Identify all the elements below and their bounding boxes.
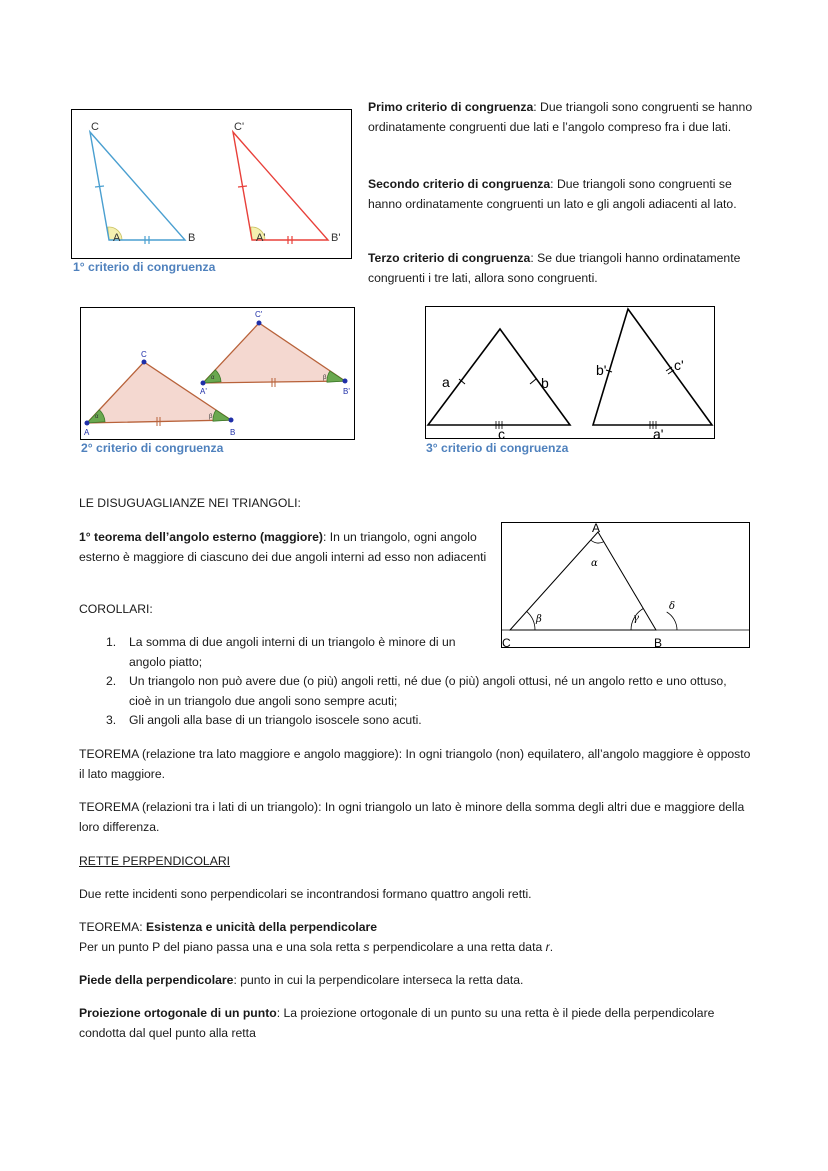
figure-2-criterio: [80, 307, 355, 440]
arc-alpha: [591, 540, 604, 543]
teorema-perpendicolare: [79, 918, 751, 957]
label-b2: b': [596, 362, 607, 378]
label-gamma: γ: [633, 613, 639, 624]
point-C2: [257, 321, 262, 326]
label-A: A: [592, 523, 601, 535]
criterio-3-text: : Se due triangoli hanno ordinatamente congruenti i tre lati, allora sono congruenti.: [368, 251, 741, 285]
teorema-angolo-esterno-label: 1° teorema dell’angolo esterno (maggiore): [79, 530, 323, 544]
triangle-a2b2c2-2: [203, 323, 345, 383]
figure-4-angolo-esterno: [501, 522, 750, 648]
corollario-2-num: 2.: [106, 674, 117, 688]
label-A: A: [113, 232, 121, 244]
label-B: B: [230, 428, 236, 437]
criterio-3: [368, 249, 758, 288]
label-c2: c': [674, 357, 684, 373]
criterio-2-label: Secondo criterio di congruenza: [368, 177, 551, 191]
label-A2: A': [200, 387, 207, 396]
triangle-a2b2c2: [233, 132, 328, 240]
rette-definizione: Due rette incidenti sono perpendicolari se incontrandosi formano quattro angoli retti.: [79, 887, 532, 901]
label-B: B: [188, 232, 196, 244]
point-B2: [343, 379, 348, 384]
corollario-1-text: La somma di due angoli interni di un triangolo è minore di un angolo piatto;: [129, 635, 456, 669]
figure-3-criterio: [425, 306, 715, 439]
figure-1-criterio: [71, 109, 352, 259]
rette-heading-text: RETTE PERPENDICOLARI: [79, 854, 231, 868]
corollario-3-text: Gli angoli alla base di un triangolo isoscele sono acuti.: [129, 713, 422, 727]
label-a2: a': [653, 426, 664, 438]
label-a: a: [442, 374, 450, 390]
criterio-1-text: : Due triangoli sono congruenti se hanno ordinatamente congruenti due lati e l’angolo compreso fra i due lati.: [368, 100, 753, 134]
angle-beta-marker: [213, 410, 231, 421]
piede-text: : punto in cui la perpendicolare interseca la retta data.: [233, 973, 524, 987]
point-A: [85, 421, 90, 426]
label-c: c: [498, 426, 505, 438]
var-r: r: [545, 939, 550, 954]
label-C2: C': [234, 121, 245, 133]
point-B: [229, 418, 234, 423]
arc-delta: [667, 612, 677, 630]
point-A2: [201, 381, 206, 386]
proiezione-ortogonale: [79, 1004, 751, 1043]
teorema-lato-angolo: TEOREMA (relazione tra lato maggiore e angolo maggiore): In ogni triangolo (non) equilatero, all’angolo maggiore è opposto il lato maggiore.: [79, 747, 751, 781]
teorema-end: .: [549, 939, 554, 954]
label-B2: B': [343, 387, 350, 396]
figure-1-svg: [72, 110, 351, 258]
label-b: b: [541, 375, 549, 391]
criterio-3-label: Terzo criterio di congruenza: [368, 251, 531, 265]
corollari-list: [79, 633, 739, 731]
piede-label: Piede della perpendicolare: [79, 973, 234, 987]
label-B2: B': [331, 232, 341, 244]
teorema-perpendicolare-title-line: [79, 918, 751, 938]
teorema-perpendicolare-title: Esistenza e unicità della perpendicolare: [146, 920, 378, 934]
label-beta: β: [536, 614, 542, 625]
label-A: A: [84, 428, 90, 437]
teorema-prefix: TEOREMA:: [79, 920, 147, 934]
label-C: C: [91, 121, 99, 133]
corollario-3: [79, 711, 739, 731]
caption-fig2: 2° criterio di congruenza: [81, 441, 224, 455]
corollari-heading: COROLLARI:: [79, 602, 153, 616]
corollario-1-num: 1.: [106, 635, 117, 649]
label-alpha: α: [591, 558, 598, 569]
label-alpha: α: [95, 414, 99, 420]
label-delta: δ: [669, 601, 676, 612]
teorema-perpendicolare-text: [79, 938, 751, 958]
var-s: s: [363, 939, 370, 954]
triangle-a2b2c2-3: [593, 309, 712, 425]
teorema-angolo-esterno: [79, 528, 491, 567]
point-C: [142, 360, 147, 365]
teorema-text-1: Per un punto P del piano passa una e una sola retta: [79, 939, 364, 954]
triangle-abc: [90, 132, 185, 240]
criterio-1-label: Primo criterio di congruenza: [368, 100, 534, 114]
figure-3-svg: [426, 307, 714, 438]
disug-heading: LE DISUGUAGLIANZE NEI TRIANGOLI:: [79, 496, 301, 510]
rette-heading: [79, 852, 230, 872]
tick-ac: [95, 186, 104, 187]
teorema-lati: TEOREMA (relazioni tra i lati di un triangolo): In ogni triangolo un lato è minore della somma degli altri due e maggiore della loro differenza.: [79, 800, 745, 834]
tick-a2c2: [238, 186, 247, 187]
corollario-1: [79, 633, 474, 672]
figure-2-svg: [81, 308, 354, 439]
proiezione-label: Proiezione ortogonale di un punto: [79, 1006, 277, 1020]
label-B: B: [654, 636, 663, 647]
tick-b: [530, 379, 536, 384]
figure-4-svg: [502, 523, 749, 647]
criterio-1: [368, 98, 758, 137]
label-alpha2: α: [211, 375, 215, 381]
corollario-2: [79, 672, 739, 711]
proiezione-text: : La proiezione ortogonale di un punto su una retta è il piede della perpendicolare condotta dal quel punto alla retta: [79, 1006, 715, 1040]
criterio-2: [368, 175, 758, 214]
label-C: C: [502, 636, 511, 647]
teorema-text-2: perpendicolare a una retta data: [369, 939, 546, 954]
criterio-2-text: : Due triangoli sono congruenti se hanno ordinatamente congruenti un lato e gli angoli adiacenti al lato.: [368, 177, 737, 211]
caption-fig3: 3° criterio di congruenza: [426, 441, 569, 455]
teorema-angolo-esterno-text: : In un triangolo, ogni angolo esterno è maggiore di ciascuno dei due angoli interni ad esso non adiacenti: [79, 530, 487, 564]
corollario-3-num: 3.: [106, 713, 117, 727]
label-A2: A': [256, 232, 266, 244]
label-C: C: [141, 350, 147, 359]
label-beta: β: [209, 414, 213, 420]
angle-beta2-marker: [327, 371, 345, 382]
label-beta2: β: [323, 375, 327, 381]
arc-beta: [527, 611, 535, 630]
piede-perpendicolare: [79, 971, 751, 991]
caption-fig1: 1° criterio di congruenza: [73, 260, 216, 274]
corollario-2-text: Un triangolo non può avere due (o più) angoli retti, né due (o più) angoli ottusi, né un angolo retto e uno ottuso, cioè in un triangolo due angoli sono sempre acuti;: [129, 674, 727, 708]
label-C2: C': [255, 310, 263, 319]
